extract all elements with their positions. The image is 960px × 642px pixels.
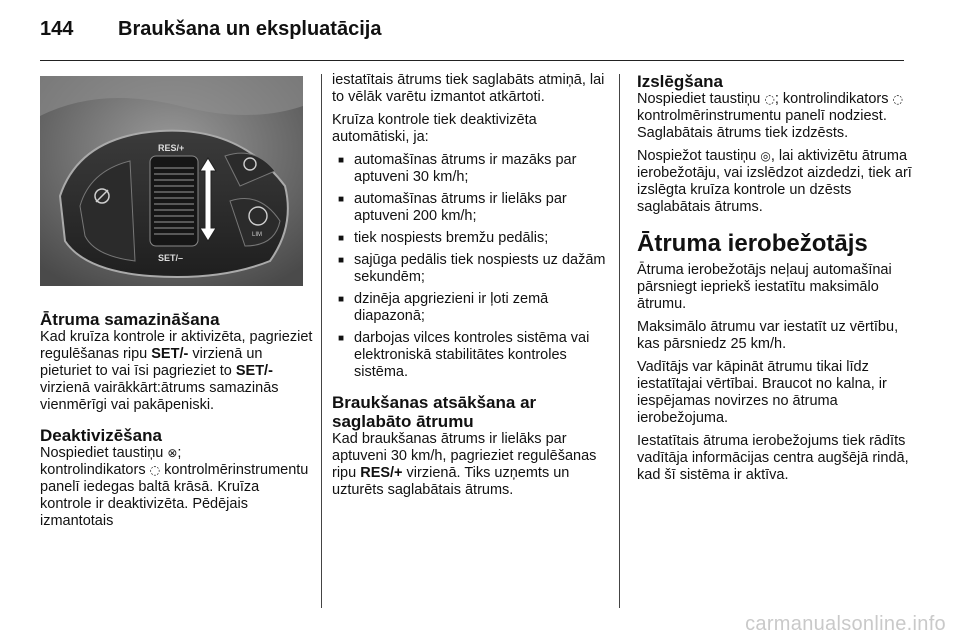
steering-wheel-controls-illustration bbox=[40, 76, 303, 286]
paragraph: Maksimālo ātrumu var iestatīt uz vērtību, kas pārsniedz 25 km/h. bbox=[637, 319, 899, 352]
lim-label: LIM bbox=[252, 232, 263, 238]
column-3 bbox=[637, 72, 912, 490]
deactivation-conditions-list bbox=[332, 152, 610, 381]
section-deactivation bbox=[40, 426, 314, 530]
paragraph: Kad braukšanas ātrums ir lielāks par aptuveni 30 km/h, pagrieziet regulēšanas ripu RES/+ virzienā. Tiks uzņemts un uzturēts saglabātais ātrums. bbox=[332, 431, 597, 498]
list-item: ■ automašīnas ātrums ir mazāks par aptuveni 30 km/h; bbox=[338, 152, 577, 185]
section-heading: Izslēgšana bbox=[637, 72, 723, 91]
list-item: ■ sajūga pedālis tiek nospiests uz dažām sekundēm; bbox=[338, 252, 606, 285]
section-speed-limiter bbox=[637, 230, 912, 484]
column-1 bbox=[40, 76, 314, 536]
steering-wheel-controls-photo bbox=[40, 76, 303, 286]
column-divider bbox=[321, 74, 322, 608]
header-rule bbox=[40, 60, 904, 61]
section-switch-off bbox=[637, 72, 912, 216]
paragraph: Kruīza kontrole tiek deaktivizēta automātiski, ja: bbox=[332, 112, 537, 145]
watermark: carmanualsonline.info bbox=[745, 613, 946, 635]
section-heading: Braukšanas atsākšana ar saglabāto ātrumu bbox=[332, 393, 537, 431]
paragraph: Vadītājs var kāpināt ātrumu tikai līdz iestatītajai vērtībai. Braucot no kalna, ir iespējamas novirzes no ātruma ierobežojuma. bbox=[637, 359, 887, 426]
list-item: ■ darbojas vilces kontroles sistēma vai elektroniskā stabilitātes kontroles sistēma. bbox=[338, 330, 590, 380]
list-item: ■ dzinēja apgriezieni ir ļoti zemā diapazonā; bbox=[338, 291, 549, 324]
section-heading: Deaktivizēšana bbox=[40, 426, 162, 445]
column-2 bbox=[332, 72, 610, 505]
set-label: SET/– bbox=[158, 253, 184, 263]
speed-limiter-icon: ◎ bbox=[760, 149, 771, 163]
paragraph: iestatītais ātrums tiek saglabāts atmiņā, lai to vēlāk varētu izmantot atkārtoti. bbox=[332, 72, 605, 105]
section-speed-decrease bbox=[40, 310, 314, 414]
paragraph: Nospiediet taustiņu ⊗; kontrolindikators ◌ kontrolmērinstrumentu panelī iedegas baltā krāsā. Kruīza kontrole ir deaktivizēta. Pēdējais izmantotais bbox=[40, 445, 309, 529]
page-number: 144 bbox=[40, 18, 74, 40]
column-divider bbox=[619, 74, 620, 608]
cruise-off-icon: ⊗ bbox=[167, 446, 178, 460]
page-title: Braukšana un ekspluatācija bbox=[118, 18, 382, 40]
paragraph: Ātruma ierobežotājs neļauj automašīnai pārsniegt iepriekš iestatītu maksimālo ātrumu. bbox=[637, 262, 892, 312]
res-label: RES/+ bbox=[158, 143, 185, 153]
paragraph: Iestatītais ātruma ierobežojums tiek rādīts vadītāja informācijas centra augšējā rindā, kad šī sistēma ir aktīva. bbox=[637, 433, 909, 483]
cruise-indicator-icon: ◌ bbox=[892, 92, 903, 106]
section-heading: Ātruma samazināšana bbox=[40, 310, 220, 329]
paragraph: Nospiežot taustiņu ◎, lai aktivizētu ātruma ierobežotāju, vai izslēdzot aizdedzi, tiek arī izslēgta kruīza kontrole un dzēsts saglabātais ātrums. bbox=[637, 148, 912, 215]
paragraph: Kad kruīza kontrole ir aktivizēta, pagrieziet regulēšanas ripu SET/- virzienā un pieturiet to vai īsi pagrieziet to SET/- virzienā vairākkārt:ātrums samazinās vienmērīgi vai pakāpeniski. bbox=[40, 329, 313, 413]
section-resume bbox=[332, 393, 610, 499]
list-item: ■ tiek nospiests bremžu pedālis; bbox=[338, 230, 549, 246]
paragraph: Nospiediet taustiņu ◌; kontrolindikators ◌ kontrolmērinstrumentu panelī nodziest. Saglabātais ātrums tiek izdzēsts. bbox=[637, 91, 903, 141]
section-heading: Ātruma ierobežotājs bbox=[637, 230, 868, 257]
cruise-indicator-icon: ◌ bbox=[149, 463, 161, 477]
list-item: ■ automašīnas ātrums ir lielāks par aptuveni 200 km/h; bbox=[338, 191, 567, 224]
cruise-control-icon: ◌ bbox=[764, 92, 775, 106]
